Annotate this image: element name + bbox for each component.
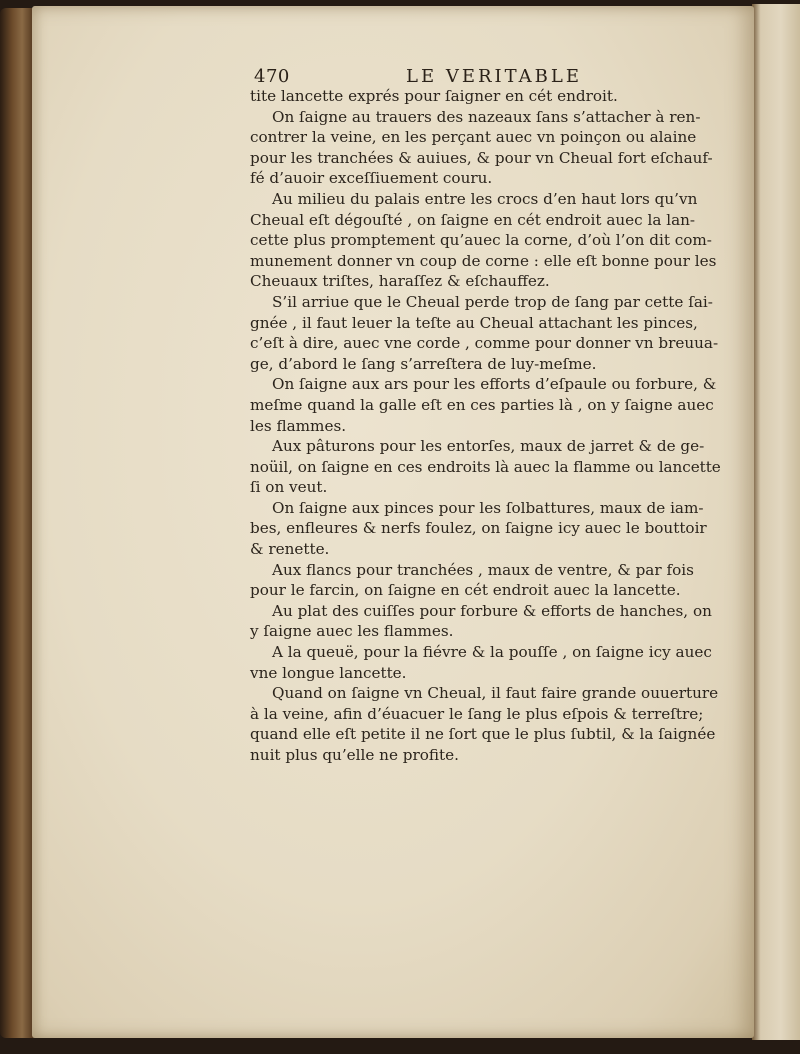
text-line: gnée , il faut leuer la teſte au Cheual attachant les pinces, — [250, 313, 698, 332]
text-line: cette plus promptement qu’auec la corne, d’où l’on dit com- — [250, 231, 712, 250]
running-title: LE VERITABLE — [406, 66, 582, 87]
text-line: quand elle eſt petite il ne ſort que le plus ſubtil, & la ſaignée — [250, 725, 716, 744]
text-line: fé d’auoir exceſſiuement couru. — [250, 169, 493, 188]
text-line: On ſaigne au trauers des nazeaux ſans s’attacher à ren- — [272, 107, 701, 126]
text-line: les flammes. — [250, 416, 347, 435]
text-line: Au plat des cuiſſes pour forbure & efforts de hanches, on — [272, 601, 712, 620]
text-line: On ſaigne aux ars pour les efforts d’eſpaule ou forbure, & — [272, 375, 717, 394]
text-line: c’eſt à dire, auec vne corde , comme pour donner vn breuua- — [250, 334, 719, 353]
text-line: Cheual eſt dégouſté , on ſaigne en cét endroit auec la lan- — [250, 210, 696, 229]
text-line: On ſaigne aux pinces pour les ſolbattures, maux de iam- — [272, 498, 704, 517]
text-line: A la queuë, pour la fiévre & la pouſſe , on ſaigne icy auec — [272, 643, 712, 662]
text-line: ge, d’abord le ſang s’arreſtera de luy-meſme. — [250, 354, 597, 373]
text-line: nuit plus qu’elle ne profite. — [250, 746, 459, 764]
text-line: meſme quand la galle eſt en ces parties là , on y ſaigne auec — [250, 395, 714, 414]
page-number: 470 — [254, 66, 290, 87]
body-text — [250, 86, 720, 766]
text-line: Aux flancs pour tranchées , maux de ventre, & par fois — [272, 560, 694, 579]
text-line: pour le farcin, on ſaigne en cét endroit auec la lancette. — [250, 581, 681, 600]
text-line: y ſaigne auec les flammes. — [250, 622, 454, 641]
text-line: S’il arriue que le Cheual perde trop de ſang par cette ſai- — [272, 292, 713, 311]
next-page-edge — [752, 4, 800, 1040]
text-line: Au milieu du palais entre les crocs d’en haut lors qu’vn — [272, 189, 698, 208]
text-line: ſi on veut. — [250, 478, 328, 497]
text-line: noüil, on ſaigne en ces endroits là auec la flamme ou lancette — [250, 457, 721, 476]
text-line: munement donner vn coup de corne : elle eſt bonne pour les — [250, 251, 717, 270]
text-line: & renette. — [250, 540, 330, 559]
text-line: Cheuaux triſtes, haraſſez & eſchauffez. — [250, 272, 550, 291]
text-line: contrer la veine, en les perçant auec vn poinçon ou alaine — [250, 128, 697, 147]
text-line: vne longue lancette. — [250, 663, 407, 682]
text-line: bes, enfleures & nerfs foulez, on ſaigne icy auec le bouttoir — [250, 519, 707, 538]
text-line: tite lancette exprés pour ſaigner en cét endroit. — [250, 87, 618, 105]
text-line: Quand on ſaigne vn Cheual, il faut faire grande ouuerture — [272, 684, 719, 703]
text-line: Aux pâturons pour les entorſes, maux de jarret & de ge- — [272, 437, 705, 456]
text-line: à la veine, afin d’éuacuer le ſang le plus eſpois & terreſtre; — [250, 704, 704, 723]
text-line: pour les tranchées & auiues, & pour vn Cheual fort eſchauf- — [250, 148, 713, 167]
